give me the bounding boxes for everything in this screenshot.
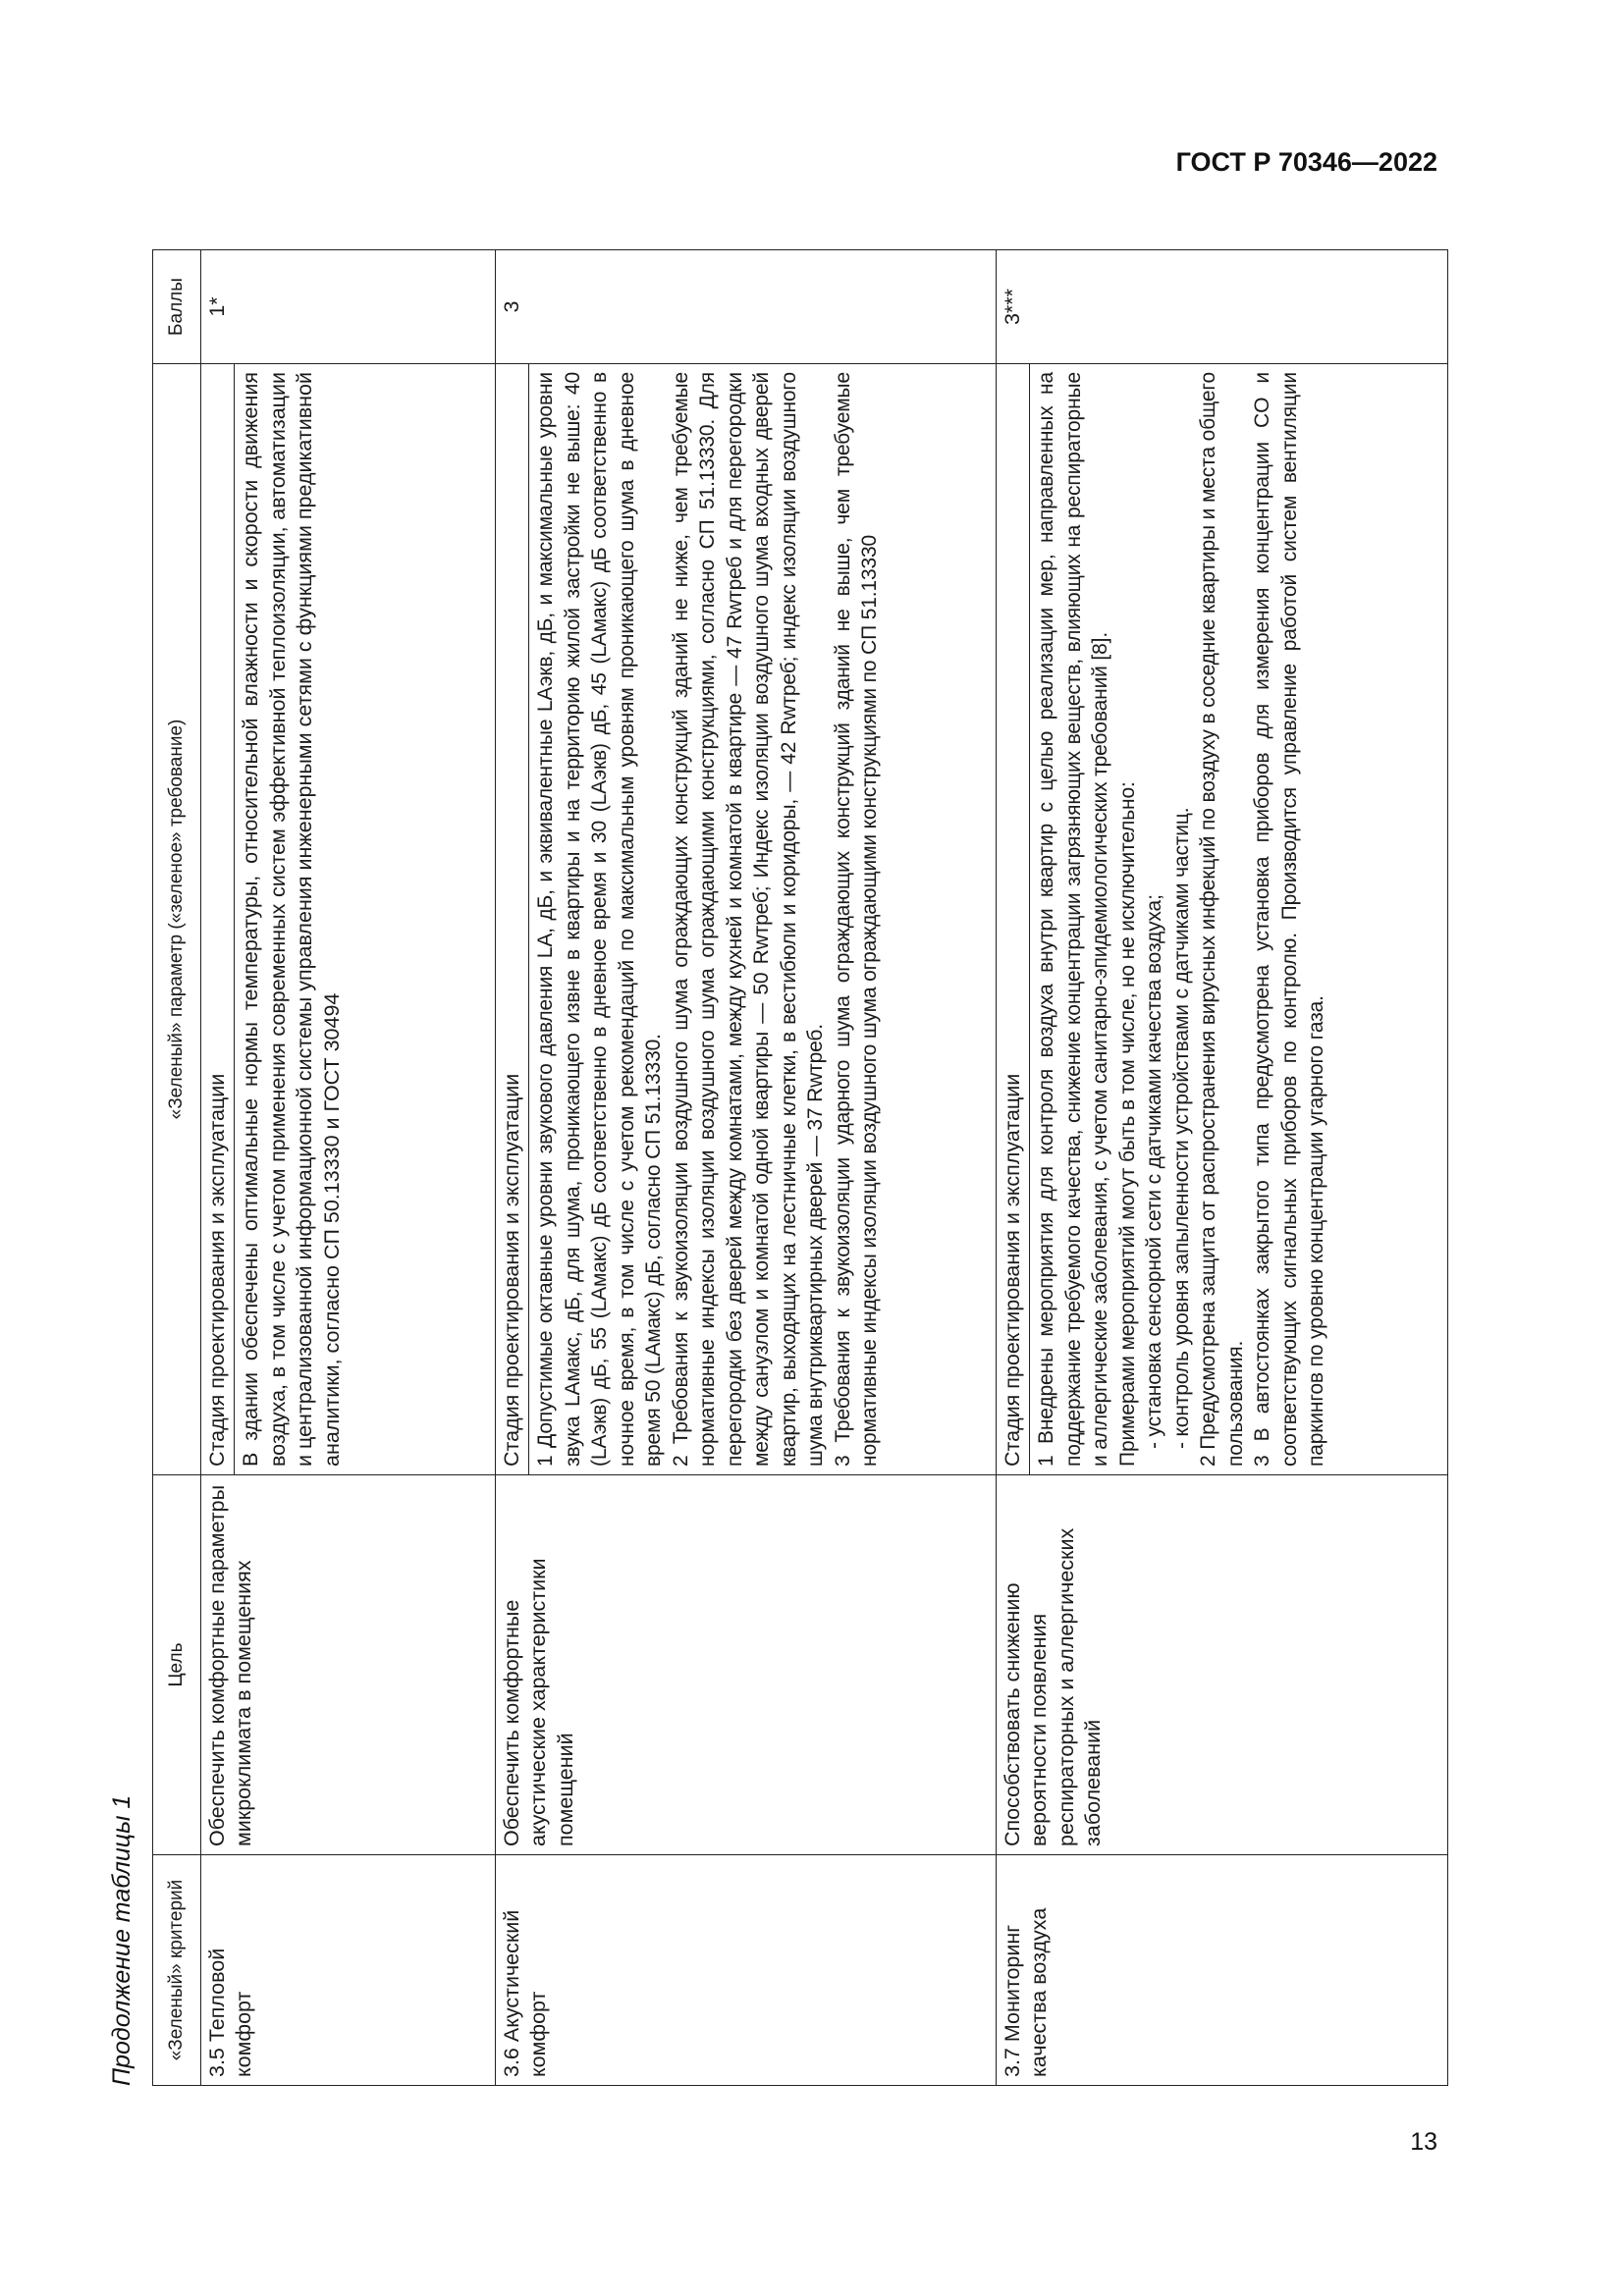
requirement-line: 1 Допустимые октавные уровни звукового давления LА, дБ, и эквивалентные LАэкв, дБ, и максимальные уровни звука LАмакс, дБ, для шума, проникающего извне в квартиры и на территорию жилой застройки не выше: 40 (LАэкв) дБ, 55 (LАмакс) дБ соответственно в дневное время и 30 (LАэкв) дБ, 45 (LАмакс) дБ соответственно в ночное время, в том числе с учетом рекомендаций по максимальным уровням проникающего шума в дневное время 50 (LАмакс) дБ, согласно СП 51.13330. [534, 372, 665, 1467]
requirement-text [1030, 364, 1334, 1474]
requirement-line: 3 Требования к звукоизоляции ударного шума ограждающих конструкций зданий не выше, чем требуемые нормативные индексы изоляции воздушного шума ограждающими конструкциями по СП 51.13330 [831, 372, 881, 1467]
column-header-parameter: «Зеленый» параметр («зеленое» требование) [153, 364, 201, 1475]
goal-cell: Обеспечить комфортные акустические характеристики помещений [495, 1475, 996, 1855]
page-number: 13 [1410, 2128, 1437, 2156]
document-code: ГОСТ Р 70346—2022 [1175, 147, 1437, 177]
score-cell: 3 [495, 250, 996, 364]
requirement-line: 1 Внедрены мероприятия для контроля воздуха внутри квартир с целью реализации мер, направленных на поддержание требуемого качества, снижение концентрации загрязняющих веществ, влияющих на респираторные и аллергические заболевания, с учетом санитарно-эпидемиологических требований [8]. [1035, 372, 1111, 1467]
parameter-cell [495, 364, 996, 1475]
column-header-criterion: «Зеленый» критерий [153, 1855, 201, 2086]
goal-cell: Способствовать снижению вероятности появления респираторных и аллергических заболеваний [996, 1475, 1447, 1855]
rotated-table-sheet [108, 187, 1443, 2086]
requirement-line: 2 Требования к звукоизоляции воздушного шума ограждающих конструкций зданий не ниже, чем требуемые нормативные индексы изоляции воздушного шума ограждающими конструкциями, согласно СП 51.13330. Для перегородки без дверей между комнатами, между кухней и комнатой в квартире — 47 Rwтреб и для перегородки между санузлом и комнатой одной квартиры — 50 Rwтреб; Индекс изоляции воздушного шума входных дверей квартир, выходящих на лестничные клетки, в вестибюли и коридоры, — 42 Rwтреб; индекс изоляции воздушного шума внутриквартирных дверей — 37 Rwтреб. [669, 372, 827, 1467]
table-caption: Продолжение таблицы 1 [108, 1794, 135, 2086]
requirement-line: 2 Предусмотрена защита от распространения вирусных инфекций по воздуху в соседние квартиры и места общего пользования. [1197, 372, 1247, 1467]
requirement-line: - контроль уровня запыленности устройствами с датчиками частиц. [1169, 807, 1193, 1449]
parameter-cell [200, 364, 495, 1475]
requirement-line: 3 В автостоянках закрытого типа предусмотрена установка приборов для измерения концентрации CO и соответствующих сигнальных приборов по контролю. Производится управление работой систем вентиляции паркингов по уровню концентрации угарного газа. [1251, 372, 1327, 1467]
parameter-cell [996, 364, 1447, 1475]
table-row [495, 250, 996, 2086]
goal-cell: Обеспечить комфортные параметры микроклимата в помещениях [200, 1475, 495, 1855]
column-header-goal: Цель [153, 1475, 201, 1855]
table-header-row [153, 250, 201, 2086]
criterion-cell: 3.6 Акустический комфорт [495, 1855, 996, 2086]
table-row [996, 250, 1447, 2086]
criterion-cell: 3.7 Мониторинг качества воздуха [996, 1855, 1447, 2086]
score-cell: 1* [200, 250, 495, 364]
requirement-text [529, 364, 888, 1474]
score-cell: 3*** [996, 250, 1447, 364]
stage-label: Стадия проектирования и эксплуатации [997, 364, 1031, 1474]
stage-label: Стадия проектирования и эксплуатации [496, 364, 530, 1474]
criterion-cell: 3.5 Тепловой комфорт [200, 1855, 495, 2086]
table-row [200, 250, 495, 2086]
requirement-line: Примерами мероприятий могут быть в том числе, но не исключительно: [1115, 781, 1139, 1467]
requirement-line: - установка сенсорной сети с датчиками качества воздуха; [1143, 894, 1165, 1449]
requirement-line: В здании обеспечены оптимальные нормы температуры, относительной влажности и скорости движения воздуха, в том числе с учетом применения современных систем эффективной теплоизоляции, автоматизации и централизованной информационной системы управления инженерными сетями с функциями предикативной аналитики, согласно СП 50.13330 и ГОСТ 30494 [239, 372, 344, 1467]
stage-label: Стадия проектирования и эксплуатации [201, 364, 236, 1474]
criteria-table [152, 249, 1448, 2086]
requirement-text [235, 364, 350, 1474]
column-header-score: Баллы [153, 250, 201, 364]
